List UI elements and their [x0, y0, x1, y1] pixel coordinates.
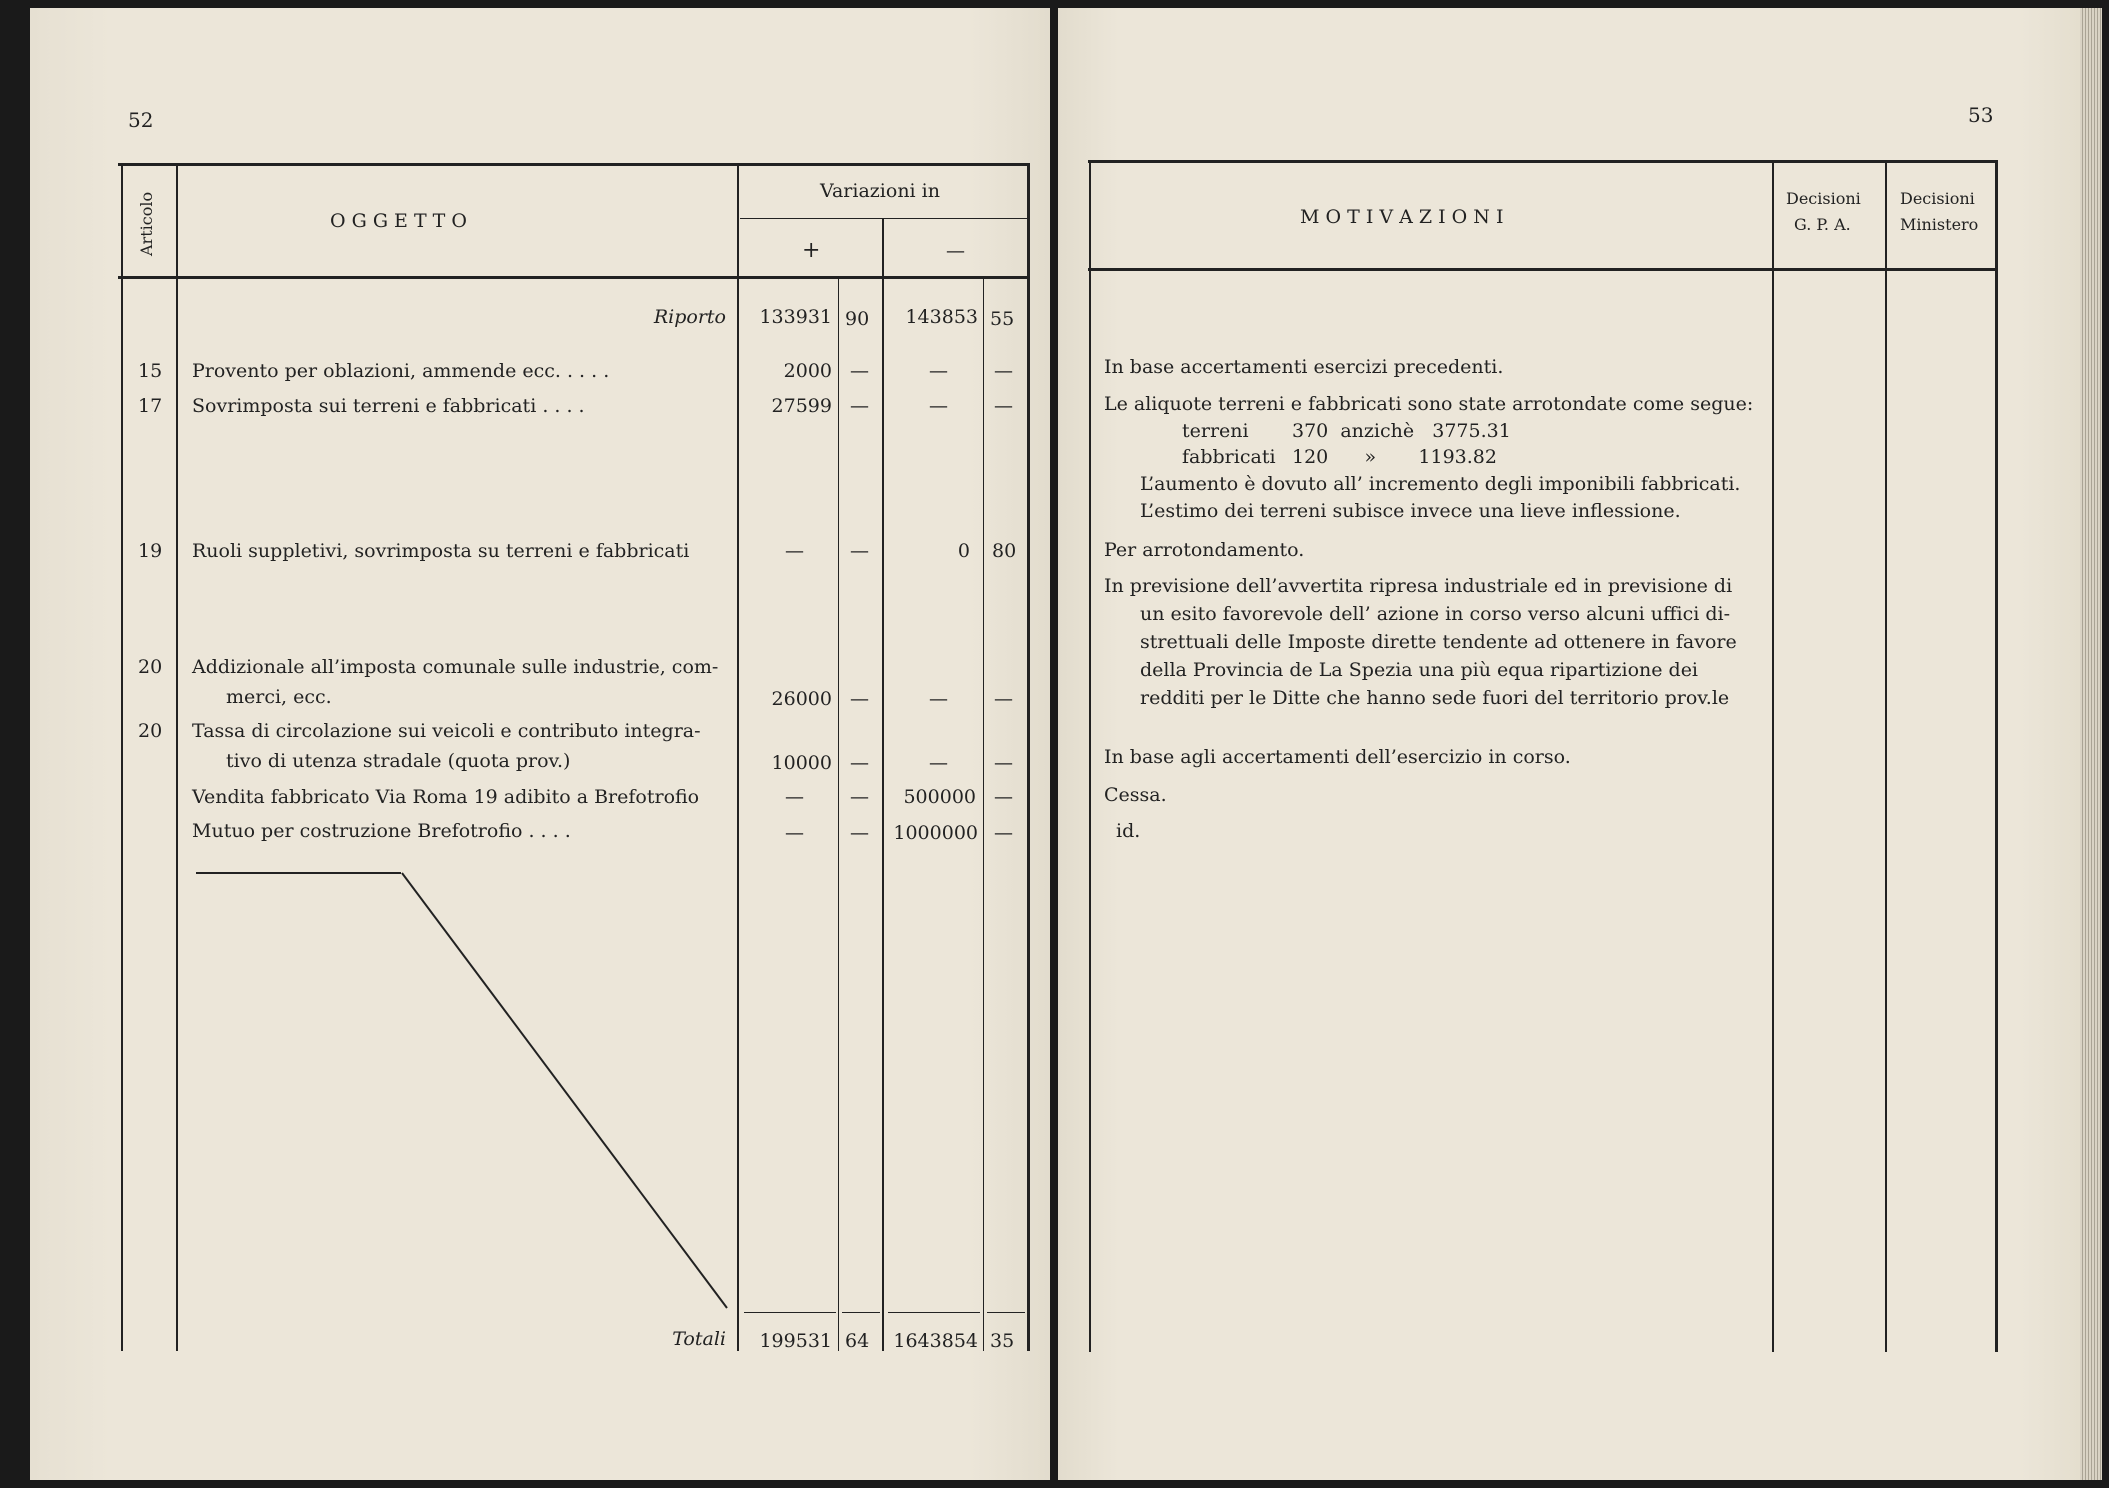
- row-plus-dec: —: [850, 395, 869, 417]
- total-rule: [842, 1312, 880, 1313]
- row-oggetto-cont: merci, ecc.: [226, 686, 332, 708]
- motivazione-20-line: un esito favorevole dell’ azione in corso verso alcuni uffici di-: [1140, 603, 1731, 625]
- page-number-left: 52: [128, 108, 154, 132]
- row-minus-dec: 80: [992, 540, 1017, 562]
- row-oggetto: Ruoli suppletivi, sovrimposta su terreni e fabbricati: [192, 540, 690, 562]
- row-minus-int: —: [929, 688, 948, 710]
- row-plus-int: —: [785, 540, 804, 562]
- row-plus-int: 27599: [771, 395, 832, 417]
- motivazione-20-line: della Provincia de La Spezia una più equa ripartizione dei: [1140, 659, 1699, 681]
- page-number-right: 53: [1968, 103, 1994, 127]
- totali-plus-int: 199531: [759, 1330, 832, 1352]
- motivazione-20-line: redditi per le Ditte che hanno sede fuori del territorio prov.le: [1140, 687, 1730, 709]
- motivazione-17-fabbricati-values: 120 » 1193.82: [1292, 446, 1497, 468]
- motivazione-15: In base accertamenti esercizi precedenti.: [1104, 356, 1504, 378]
- row-oggetto: Mutuo per costruzione Brefotrofio . . . .: [192, 820, 571, 842]
- row-plus-dec: —: [850, 752, 869, 774]
- motivazione-vendita: Cessa.: [1104, 784, 1167, 806]
- motivazione-20b: In base agli accertamenti dell’esercizio in corso.: [1104, 746, 1571, 768]
- row-minus-dec: —: [994, 822, 1013, 844]
- row-minus-int: 500000: [903, 786, 976, 808]
- row-minus-dec: —: [994, 360, 1013, 382]
- riporto-label: Riporto: [653, 306, 726, 328]
- row-minus-int: —: [929, 360, 948, 382]
- row-minus-int: 1000000: [893, 822, 978, 844]
- row-art: 17: [138, 395, 163, 417]
- header-plus: +: [802, 238, 821, 263]
- header-decisioni-ministero: Decisioni: [1900, 189, 1975, 208]
- riporto-minus-dec: 55: [990, 308, 1015, 330]
- row-art: 19: [138, 540, 163, 562]
- row-minus-dec: —: [994, 395, 1013, 417]
- row-minus-dec: —: [994, 752, 1013, 774]
- row-art: 20: [138, 656, 163, 678]
- header-decisioni-gpa: Decisioni: [1786, 189, 1861, 208]
- motivazione-mutuo: id.: [1116, 820, 1141, 842]
- header-motivazioni: M O T I V A Z I O N I: [1300, 206, 1504, 228]
- row-oggetto: Addizionale all’imposta comunale sulle industrie, com-: [192, 656, 719, 678]
- riporto-plus-int: 133931: [759, 306, 832, 328]
- header-oggetto: O G G E T T O: [330, 210, 467, 232]
- motivazione-17-aumento: L’aumento è dovuto all’ incremento degli imponibili fabbricati.: [1140, 473, 1741, 495]
- row-plus-dec: —: [850, 786, 869, 808]
- row-oggetto: Sovrimposta sui terreni e fabbricati . . . .: [192, 395, 585, 417]
- totali-minus-int: 1643854: [893, 1330, 978, 1352]
- motivazione-20-line: strettuali delle Imposte dirette tendente ad ottenere in favore: [1140, 631, 1737, 653]
- totali-plus-dec: 64: [845, 1330, 870, 1352]
- totali-label: Totali: [672, 1328, 726, 1350]
- row-plus-int: —: [785, 786, 804, 808]
- header-variazioni: Variazioni in: [820, 180, 940, 202]
- col-line: [1995, 160, 1998, 1352]
- row-plus-int: —: [785, 822, 804, 844]
- total-rule: [744, 1312, 836, 1313]
- motivazione-17-fabbricati: fabbricati: [1182, 446, 1276, 468]
- row-minus-dec: —: [994, 688, 1013, 710]
- row-minus-int: 0: [957, 540, 970, 562]
- table-header-rule: [1088, 268, 1996, 271]
- row-minus-int: —: [929, 395, 948, 417]
- row-art: 20: [138, 720, 163, 742]
- row-plus-dec: —: [850, 360, 869, 382]
- row-plus-int: 26000: [771, 688, 832, 710]
- col-line: [1089, 160, 1091, 1352]
- motivazione-17: Le aliquote terreni e fabbricati sono state arrotondate come segue:: [1104, 393, 1754, 415]
- row-plus-dec: —: [850, 822, 869, 844]
- motivazione-17-estimo: L’estimo dei terreni subisce invece una lieve inflessione.: [1140, 500, 1681, 522]
- row-plus-dec: —: [850, 688, 869, 710]
- row-plus-dec: —: [850, 540, 869, 562]
- row-oggetto-cont: tivo di utenza stradale (quota prov.): [226, 750, 571, 772]
- row-oggetto: Vendita fabbricato Via Roma 19 adibito a Brefotrofio: [192, 786, 700, 808]
- header-articolo: Articolo: [137, 191, 156, 256]
- row-minus-dec: —: [994, 786, 1013, 808]
- table-top-rule: [1088, 160, 1996, 163]
- col-line: [1772, 160, 1774, 1352]
- riporto-plus-dec: 90: [845, 308, 870, 330]
- header-gpa: G. P. A.: [1794, 215, 1851, 234]
- motivazione-17-terreni-values: 370 anzichè 3775.31: [1292, 420, 1511, 442]
- header-ministero: Ministero: [1900, 215, 1979, 234]
- riporto-minus-int: 143853: [905, 306, 978, 328]
- header-minus: —: [946, 240, 965, 262]
- row-minus-int: —: [929, 752, 948, 774]
- col-line: [1885, 160, 1887, 1352]
- row-plus-int: 2000: [783, 360, 832, 382]
- motivazione-20-line: In previsione dell’avvertita ripresa industriale ed in previsione di: [1104, 575, 1733, 597]
- row-oggetto: Provento per oblazioni, ammende ecc. . . . .: [192, 360, 610, 382]
- total-rule: [987, 1312, 1025, 1313]
- totali-minus-dec: 35: [990, 1330, 1015, 1352]
- row-oggetto: Tassa di circolazione sui veicoli e contributo integra-: [192, 720, 701, 742]
- motivazione-19: Per arrotondamento.: [1104, 539, 1305, 561]
- total-rule: [888, 1312, 980, 1313]
- motivazione-17-terreni: terreni: [1182, 420, 1249, 442]
- row-plus-int: 10000: [771, 752, 832, 774]
- row-art: 15: [138, 360, 163, 382]
